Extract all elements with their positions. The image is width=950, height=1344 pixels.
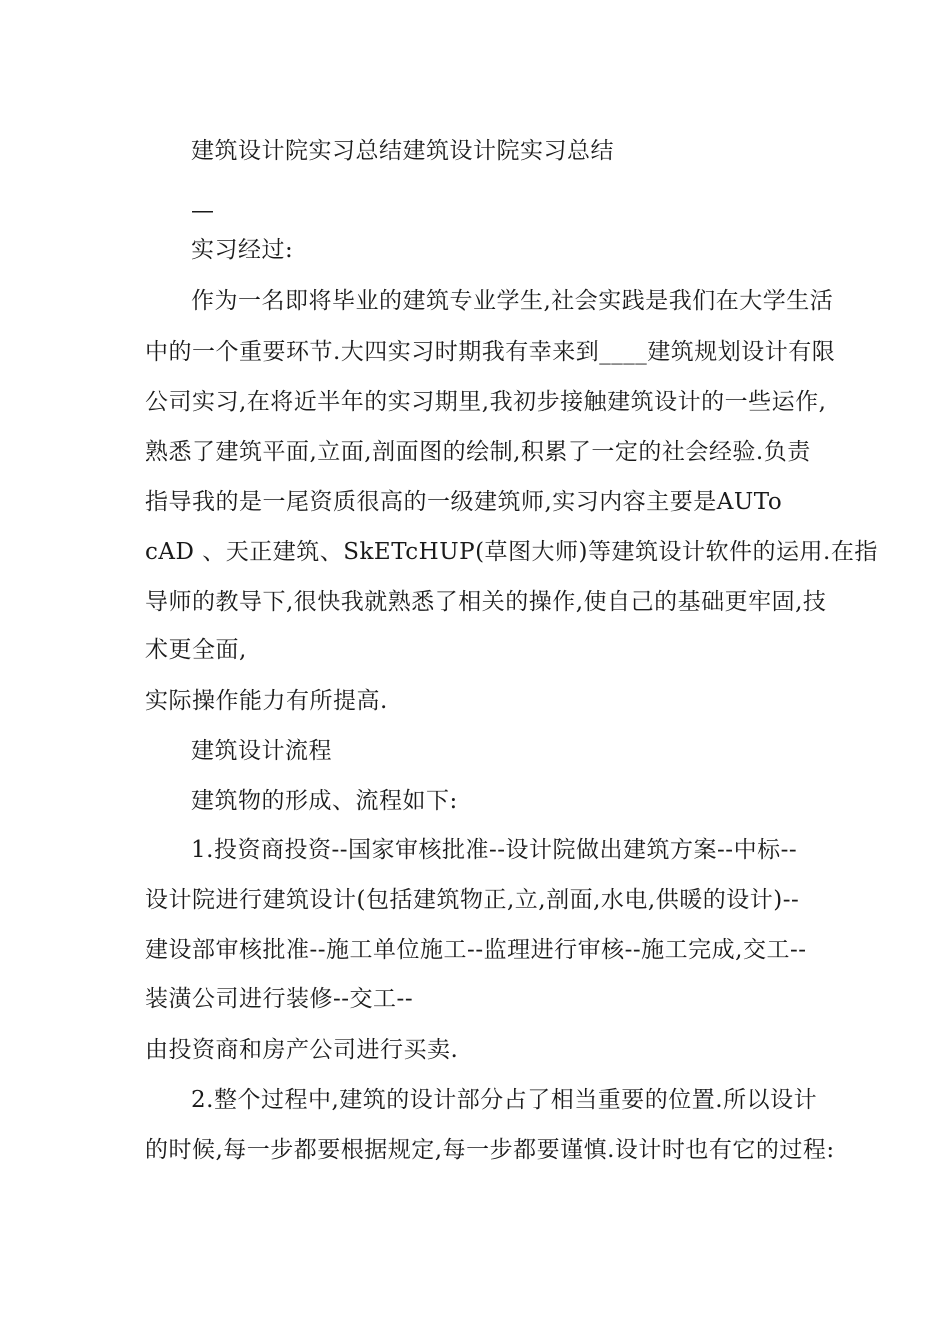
list-item-1-line: 1.投资商投资--国家审核批准--设计院做出建筑方案--中标--: [191, 837, 798, 863]
document-title: 建筑设计院实习总结建筑设计院实习总结: [191, 138, 614, 164]
section-heading-design-process: 建筑设计流程: [191, 738, 332, 764]
paragraph-line: 导师的教导下,很快我就熟悉了相关的操作,使自己的基础更牢固,技: [145, 589, 827, 615]
paragraph-line: 实际操作能力有所提高.: [145, 688, 388, 714]
list-item-2-line: 2.整个过程中,建筑的设计部分占了相当重要的位置.所以设计: [191, 1087, 818, 1113]
paragraph-line: cAD 、天正建筑、SkETcHUP(草图大师)等建筑设计软件的运用.在指: [145, 539, 878, 565]
list-item-1-line: 设计院进行建筑设计(包括建筑物正,立,剖面,水电,供暖的设计)--: [145, 887, 800, 913]
paragraph-line: 公司实习,在将近半年的实习期里,我初步接触建筑设计的一些运作,: [145, 389, 827, 415]
title-dash: —: [191, 198, 215, 224]
paragraph-line: 熟悉了建筑平面,立面,剖面图的绘制,积累了一定的社会经验.负责: [145, 439, 811, 465]
list-item-1-line: 装潢公司进行装修--交工--: [145, 986, 414, 1012]
paragraph-line: 术更全面,: [145, 637, 247, 663]
paragraph-line: 建筑物的形成、流程如下:: [191, 788, 458, 814]
list-item-1-line: 建设部审核批准--施工单位施工--监理进行审核--施工完成,交工--: [145, 937, 807, 963]
paragraph-line: 指导我的是一尾资质很高的一级建筑师,实习内容主要是AUTo: [145, 489, 783, 515]
paragraph-line: 中的一个重要环节.大四实习时期我有幸来到____建筑规划设计有限: [145, 339, 836, 365]
paragraph-line: 作为一名即将毕业的建筑专业学生,社会实践是我们在大学生活: [191, 288, 834, 314]
section-heading-internship-process: 实习经过:: [191, 237, 294, 263]
list-item-2-line: 的时候,每一步都要根据规定,每一步都要谨慎.设计时也有它的过程:: [145, 1137, 835, 1163]
list-item-1-line: 由投资商和房产公司进行买卖.: [145, 1037, 459, 1063]
